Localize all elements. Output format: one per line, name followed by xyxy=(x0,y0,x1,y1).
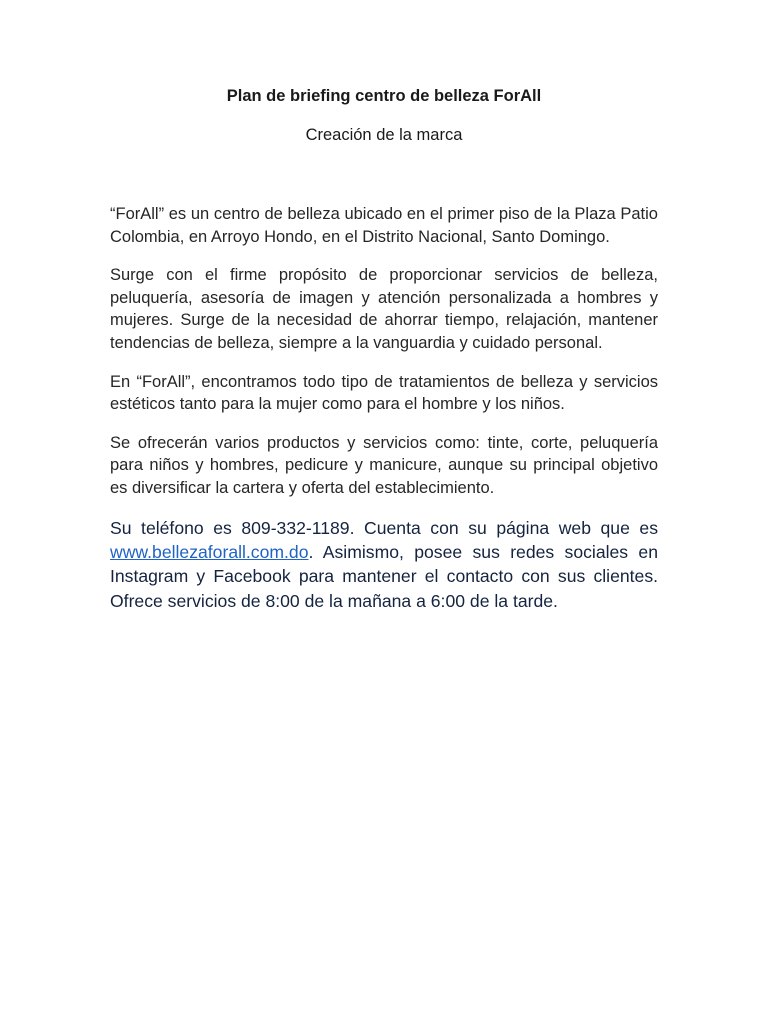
contact-text-before-link: Su teléfono es 809-332-1189. Cuenta con su página web que es xyxy=(110,517,658,538)
document-body xyxy=(110,203,658,629)
paragraph-products: Se ofrecerán varios productos y servicios como: tinte, corte, peluquería para niños y hombres, pedicure y manicure, aunque su principal objetivo es diversificar la cartera y oferta del establecimiento. xyxy=(110,433,658,497)
paragraph-location: “ForAll” es un centro de belleza ubicado en el primer piso de la Plaza Patio Colombia, en Arroyo Hondo, en el Distrito Nacional, Santo Domingo. xyxy=(110,205,658,246)
document-title: Plan de briefing centro de belleza ForAll xyxy=(226,87,542,105)
document-subtitle: Creación de la marca xyxy=(305,126,463,144)
paragraph-purpose: Surge con el firme propósito de proporcionar servicios de belleza, peluquería, asesoría de imagen y atención personalizada a hombres y mujeres. Surge de la necesidad de ahorrar tiempo, relajación, mantener tendencias de belleza, siempre a la vanguardia y cuidado personal. xyxy=(110,266,658,352)
paragraph-contact xyxy=(110,516,658,614)
website-link[interactable]: www.bellezaforall.com.do xyxy=(110,541,309,562)
paragraph-treatments: En “ForAll”, encontramos todo tipo de tratamientos de belleza y servicios estéticos tanto para la mujer como para el hombre y los niños. xyxy=(110,372,658,414)
contact-text-after-link: . Asimismo, posee sus redes sociales en Instagram y Facebook para mantener el contacto con sus clientes. Ofrece servicios de 8:00 de la mañana a 6:00 de la tarde. xyxy=(110,541,658,611)
